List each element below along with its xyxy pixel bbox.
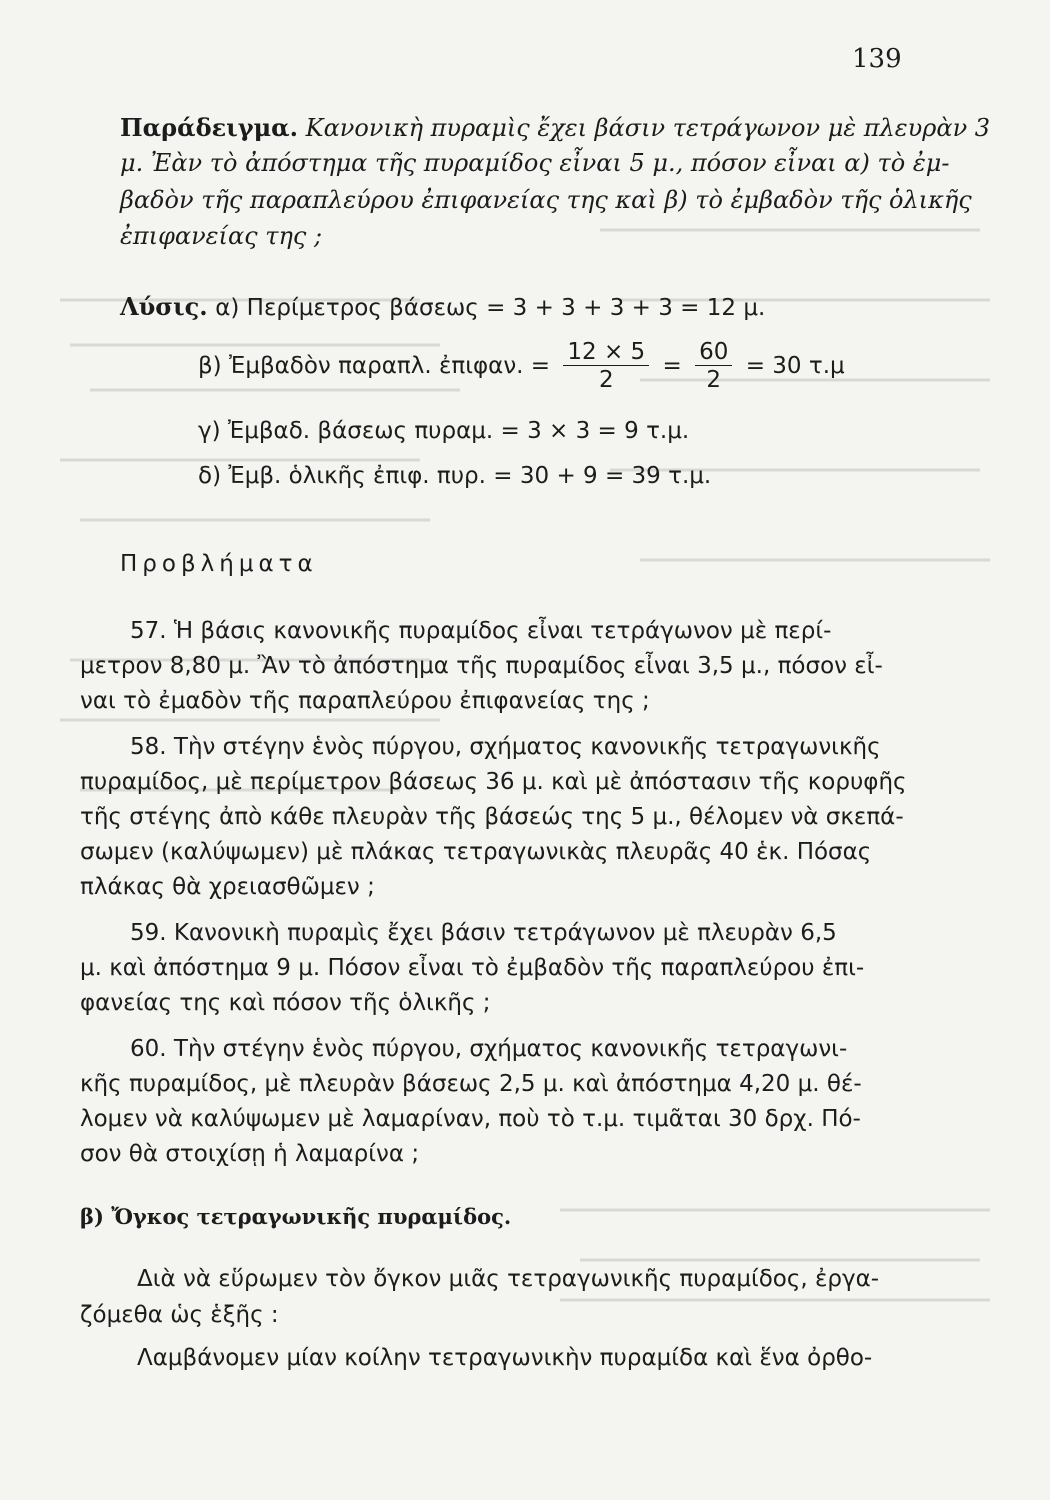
problem-60-line-2: κῆς πυραμίδος, μὲ πλευρὰν βάσεως 2,5 μ. καὶ ἀπόστημα 4,20 μ. θέ- <box>80 1071 862 1097</box>
example-line-3: βαδὸν τῆς παραπλεύρου ἐπιφανείας της καὶ β) τὸ ἐμβαδὸν τῆς ὁλικῆς <box>120 186 972 214</box>
problem-59-line-1: 59. Κανονικὴ πυραμὶς ἔχει βάσιν τετράγωνον μὲ πλευρὰν 6,5 <box>130 920 837 946</box>
solution-b-equals: = <box>662 353 682 379</box>
problem-57-line-2: μετρον 8,80 μ. Ἂν τὸ ἀπόστημα τῆς πυραμίδος εἶναι 3,5 μ., πόσον εἶ- <box>80 653 883 679</box>
body-line-3: Λαμβάνομεν μίαν κοίλην τετραγωνικὴν πυραμίδα καὶ ἕνα ὀρθο- <box>137 1345 873 1371</box>
example-label: Παράδειγμα. <box>120 113 299 142</box>
solution-label: Λύσις. <box>120 292 208 321</box>
example-text-1: Κανονικὴ πυραμὶς ἔχει βάσιν τετράγωνον μὲ πλευρὰν 3 <box>305 114 991 142</box>
problem-57-line-3: ναι τὸ ἐμαδὸν τῆς παραπλεύρου ἐπιφανείας της ; <box>80 688 650 714</box>
solution-b-suffix: = 30 τ.μ <box>745 353 845 379</box>
example-line-1 <box>120 113 990 143</box>
problem-59-line-3: φανείας της καὶ πόσον τῆς ὁλικῆς ; <box>80 990 491 1016</box>
fraction-60-over-2 <box>695 339 732 394</box>
solution-line-b <box>198 337 845 395</box>
solution-d: δ) Ἐμβ. ὁλικῆς ἐπιφ. πυρ. = 30 + 9 = 39 τ.μ. <box>198 463 712 489</box>
problem-57-line-1: 57. Ἡ βάσις κανονικῆς πυραμίδος εἶναι τετράγωνον μὲ περί- <box>130 618 832 644</box>
body-line-1: Διὰ νὰ εὕρωμεν τὸν ὄγκον μιᾶς τετραγωνικῆς πυραμίδος, ἐργα- <box>137 1266 880 1292</box>
solution-c: γ) Ἐμβαδ. βάσεως πυραμ. = 3 × 3 = 9 τ.μ. <box>198 418 690 444</box>
fraction-12x5-over-2 <box>563 339 649 394</box>
problem-60-line-4: σον θὰ στοιχίσῃ ἡ λαμαρίνα ; <box>80 1141 420 1167</box>
problem-58-line-1: 58. Τὴν στέγην ἑνὸς πύργου, σχήματος κανονικῆς τετραγωνικῆς <box>130 734 881 760</box>
problem-60-line-3: λομεν νὰ καλύψωμεν μὲ λαμαρίναν, ποὺ τὸ τ.μ. τιμᾶται 30 δρχ. Πό- <box>80 1106 861 1132</box>
problem-59-line-2: μ. καὶ ἀπόστημα 9 μ. Πόσον εἶναι τὸ ἐμβαδὸν τῆς παραπλεύρου ἐπι- <box>80 955 865 981</box>
problem-60-line-1: 60. Τὴν στέγην ἑνὸς πύργου, σχήματος κανονικῆς τετραγωνι- <box>130 1036 848 1062</box>
problem-58-line-5: πλάκας θὰ χρειασθῶμεν ; <box>80 874 375 900</box>
fraction-numerator: 60 <box>695 339 732 366</box>
fraction-denominator: 2 <box>706 367 722 393</box>
example-line-2: μ. Ἐὰν τὸ ἀπόστημα τῆς πυραμίδος εἶναι 5 μ., πόσον εἶναι α) τὸ ἐμ- <box>120 149 950 177</box>
fraction-numerator: 12 × 5 <box>563 339 649 366</box>
page-number: 139 <box>852 44 902 74</box>
section-heading: β) Ὄγκος τετραγωνικῆς πυραμίδος. <box>80 1204 512 1229</box>
problem-58-line-2: πυραμίδος, μὲ περίμετρον βάσεως 36 μ. καὶ μὲ ἀπόστασιν τῆς κορυφῆς <box>80 769 907 795</box>
solution-b-prefix: β) Ἐμβαδὸν παραπλ. ἐπιφαν. = <box>198 353 551 379</box>
body-line-2: ζόμεθα ὡς ἑξῆς : <box>80 1302 279 1328</box>
solution-a: α) Περίμετρος βάσεως = 3 + 3 + 3 + 3 = 12 μ. <box>215 295 766 321</box>
solution-line-a <box>120 292 765 323</box>
example-line-4: ἐπιφανείας της ; <box>120 222 323 250</box>
problem-58-line-4: σωμεν (καλύψωμεν) μὲ πλάκας τετραγωνικὰς πλευρᾶς 40 ἑκ. Πόσας <box>80 839 872 865</box>
problems-heading: Προβλήματα <box>120 551 318 577</box>
problem-58-line-3: τῆς στέγης ἀπὸ κάθε πλευρὰν τῆς βάσεώς της 5 μ., θέλομεν νὰ σκεπά- <box>80 804 904 830</box>
fraction-denominator: 2 <box>598 367 614 393</box>
